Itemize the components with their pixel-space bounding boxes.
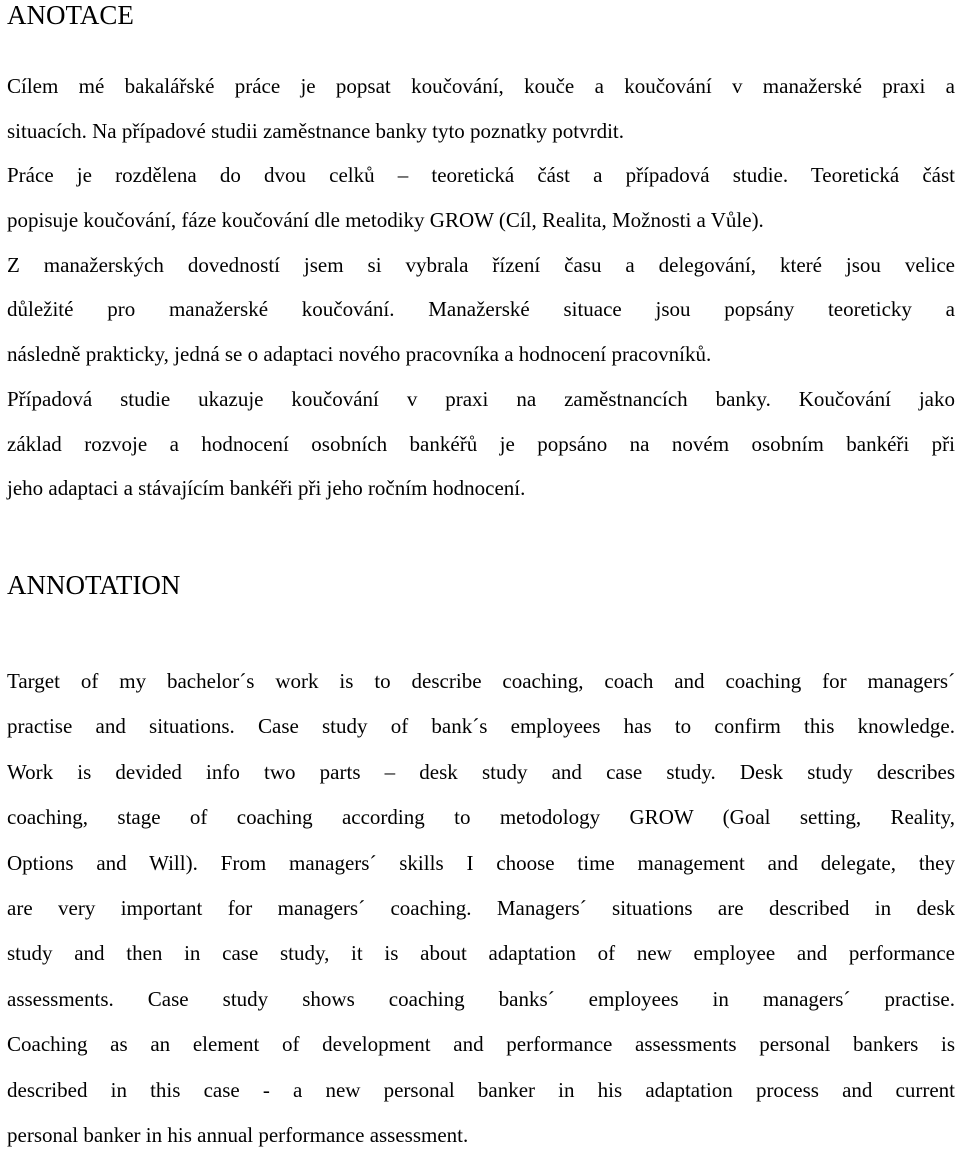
english-line-4: coaching, stage of coaching according to metodology GROW (Goal setting, Reality, bbox=[7, 805, 955, 830]
czech-line-3: Práce je rozdělena do dvou celků – teoretická část a případová studie. Teoretická část bbox=[7, 163, 955, 188]
english-line-6: are very important for managers´ coaching. Managers´ situations are described in desk bbox=[7, 895, 955, 920]
english-line-8: assessments. Case study shows coaching banks´ employees in managers´ practise. bbox=[7, 986, 955, 1011]
czech-line-9: základ rozvoje a hodnocení osobních bankéřů je popsáno na novém osobním bankéři při bbox=[7, 431, 955, 456]
czech-line-10: jeho adaptaci a stávajícím bankéři při jeho ročním hodnocení. bbox=[7, 476, 526, 501]
english-annotation-title: ANNOTATION bbox=[7, 570, 181, 600]
english-line-2: practise and situations. Case study of bank´s employees has to confirm this knowledge. bbox=[7, 714, 955, 739]
english-line-1: Target of my bachelor´s work is to describe coaching, coach and coaching for managers´ bbox=[7, 669, 955, 693]
czech-line-5: Z manažerských dovedností jsem si vybrala řízení času a delegování, které jsou velice bbox=[7, 252, 955, 277]
english-line-5: Options and Will). From managers´ skills I choose time management and delegate, they bbox=[7, 850, 955, 875]
czech-line-4: popisuje koučování, fáze koučování dle metodiky GROW (Cíl, Realita, Možnosti a Vůle). bbox=[7, 208, 764, 233]
english-line-10: described in this case - a new personal banker in his adaptation process and current bbox=[7, 1077, 955, 1102]
english-line-11: personal banker in his annual performance assessment. bbox=[7, 1122, 469, 1147]
czech-line-2: situacích. Na případové studii zaměstnance banky tyto poznatky potvrdit. bbox=[7, 118, 624, 143]
english-line-7: study and then in case study, it is about adaptation of new employee and performance bbox=[7, 941, 955, 966]
english-line-3: Work is devided info two parts – desk study and case study. Desk study describes bbox=[7, 759, 955, 784]
english-annotation-body bbox=[7, 659, 955, 1158]
czech-line-1: Cílem mé bakalářské práce je popsat koučování, kouče a koučování v manažerské praxi a bbox=[7, 74, 955, 98]
czech-line-7: následně prakticky, jedná se o adaptaci nového pracovníka a hodnocení pracovníků. bbox=[7, 342, 712, 367]
czech-line-6: důležité pro manažerské koučování. Manažerské situace jsou popsány teoreticky a bbox=[7, 297, 955, 322]
czech-annotation-body bbox=[7, 64, 955, 511]
czech-line-8: Případová studie ukazuje koučování v praxi na zaměstnancích banky. Koučování jako bbox=[7, 386, 955, 411]
czech-annotation-title: ANOTACE bbox=[7, 0, 134, 30]
english-line-9: Coaching as an element of development and performance assessments personal bankers is bbox=[7, 1032, 955, 1057]
